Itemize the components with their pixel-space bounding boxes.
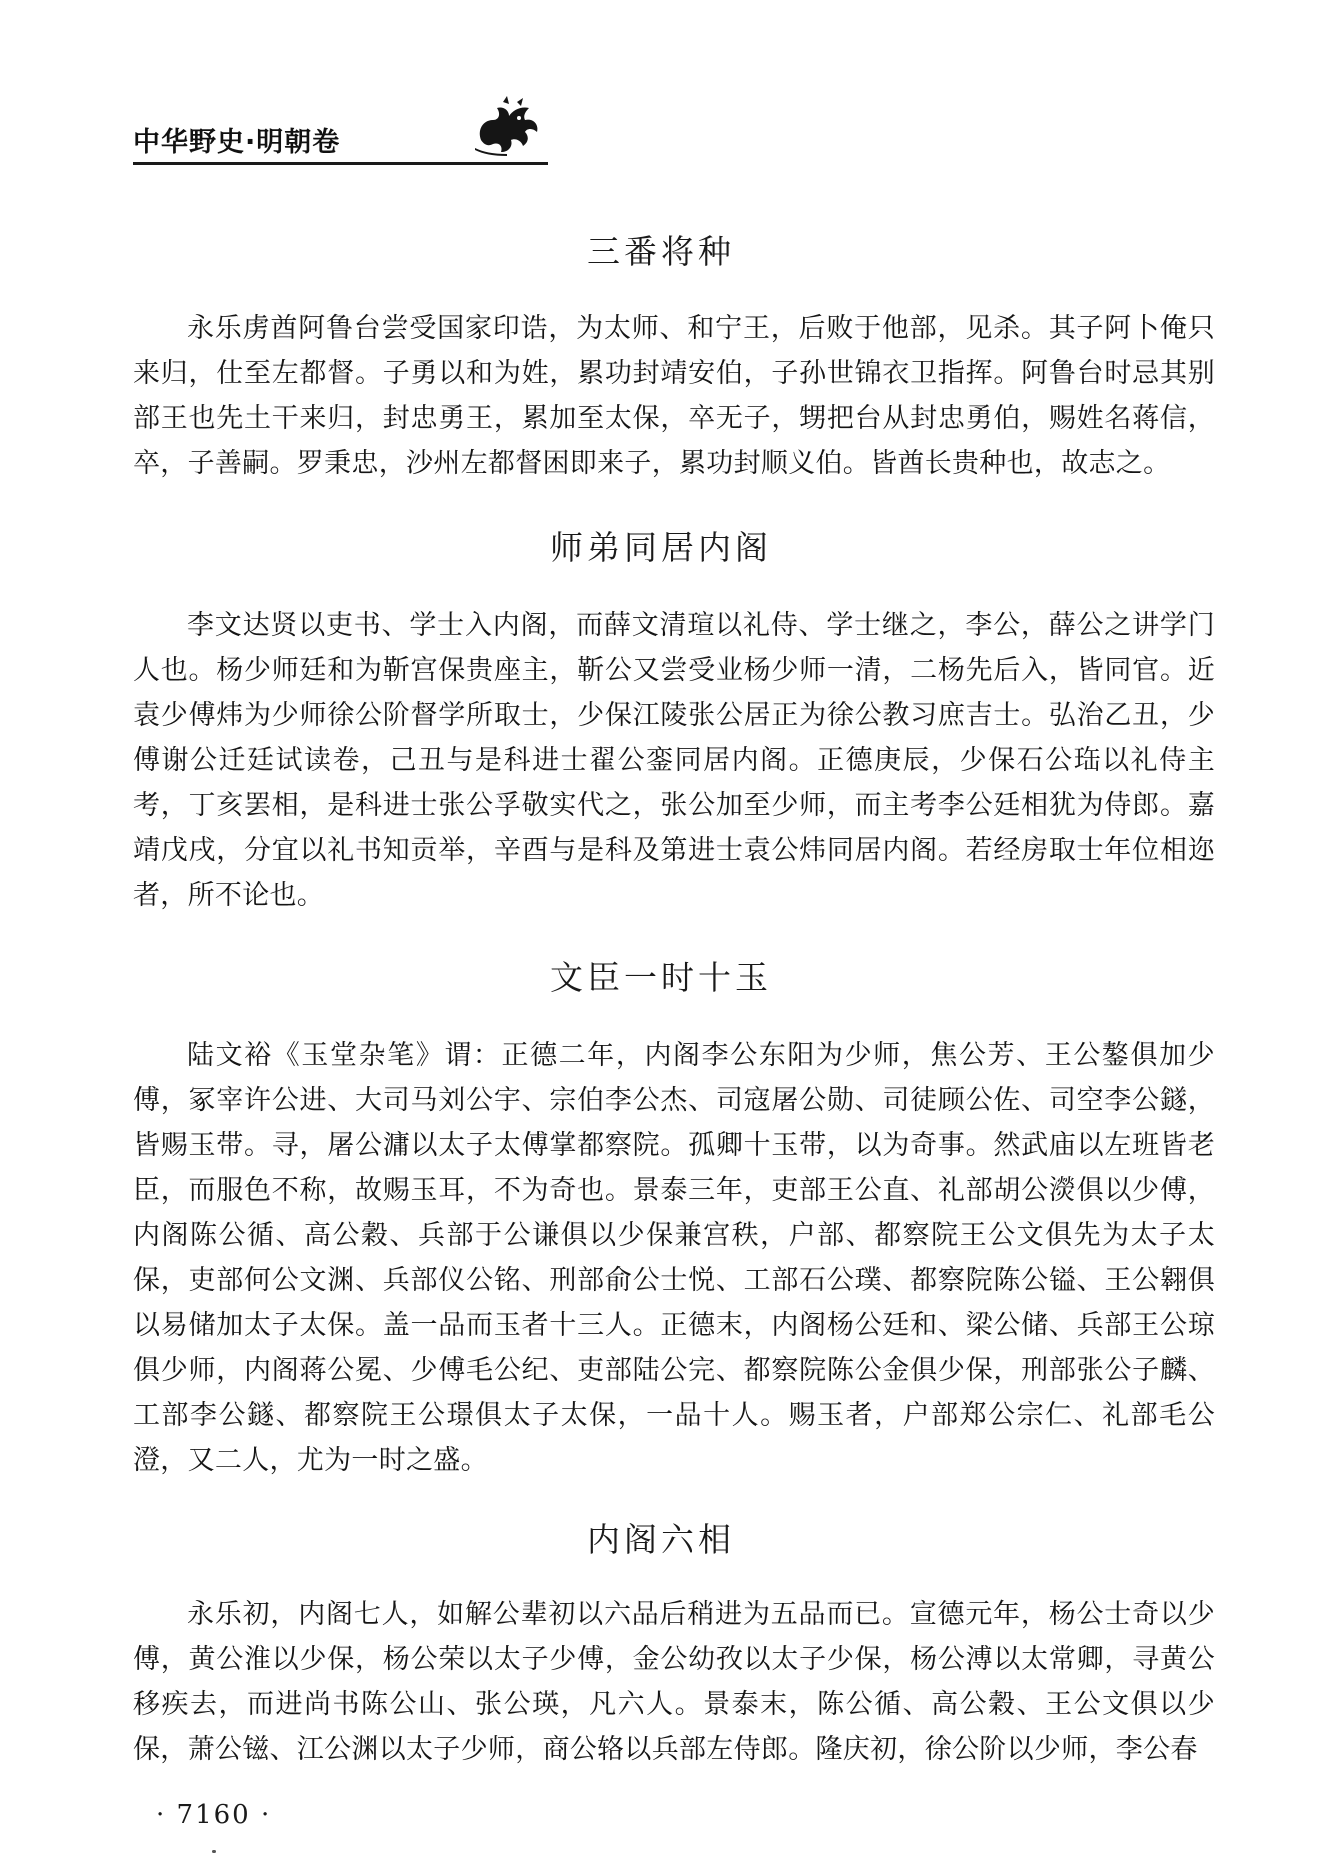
section-body-4: 永乐初，内阁七人，如解公辈初以六品后稍进为五品而已。宣德元年，杨公士奇以少傅，黄公淮以少保，杨公荣以太子少傅，金公幼孜以太子少保，杨公溥以太常卿，寻黄公移疾去，而进尚书陈公山、张公瑛，凡六人。景泰末，陈公循、高公穀、王公文俱以少保，萧公镃、江公渊以太子少师，商公辂以兵部左侍郎。隆庆初，徐公阶以少师，李公春 xyxy=(133,1599,1215,1765)
running-header xyxy=(133,96,548,168)
section-title-1: 三番将种 xyxy=(587,232,735,271)
book-title: 中华野史·明朝卷 xyxy=(133,127,341,158)
page-number: · 7160 · xyxy=(156,1800,272,1830)
scan-speck xyxy=(212,1850,216,1853)
dragon-icon xyxy=(473,96,543,158)
section-body-1: 永乐虏酋阿鲁台尝受国家印诰，为太师、和宁王，后败于他部，见杀。其子阿卜俺只来归，仕至左都督。子勇以和为姓，累功封靖安伯，子孙世锦衣卫指挥。阿鲁台时忌其别部王也先土干来归，封忠勇王，累加至太保，卒无子，甥把台从封忠勇伯，赐姓名蒋信，卒，子善嗣。罗秉忠，沙州左都督困即来子，累功封顺义伯。皆酋长贵种也，故志之。 xyxy=(133,313,1215,479)
section-title-2: 师弟同居内阁 xyxy=(550,528,772,567)
section-body-3: 陆文裕《玉堂杂笔》谓：正德二年，内阁李公东阳为少师，焦公芳、王公鏊俱加少傅，冢宰许公进、大司马刘公宇、宗伯李公杰、司寇屠公勋、司徒顾公佐、司空李公鐩，皆赐玉带。寻，屠公滽以太子太傅掌都察院。孤卿十玉带，以为奇事。然武庙以左班皆老臣，而服色不称，故赐玉耳，不为奇也。景泰三年，吏部王公直、礼部胡公濙俱以少傅，内阁陈公循、高公穀、兵部于公谦俱以少保兼宫秩，户部、都察院王公文俱先为太子太保，吏部何公文渊、兵部仪公铭、刑部俞公士悦、工部石公璞、都察院陈公镒、王公翱俱以易储加太子太保。盖一品而玉者十三人。正德末，内阁杨公廷和、梁公储、兵部王公琼俱少师，内阁蒋公冕、少傅毛公纪、吏部陆公完、都察院陈公金俱少保，刑部张公子麟、工部李公鐩、都察院王公璟俱太子太保，一品十人。赐玉者，户部郑公宗仁、礼部毛公澄，又二人，尤为一时之盛。 xyxy=(133,1040,1215,1476)
section-title-4: 内阁六相 xyxy=(587,1520,735,1559)
section-body-2: 李文达贤以吏书、学士入内阁，而薛文清瑄以礼侍、学士继之，李公，薛公之讲学门人也。杨少师廷和为靳宫保贵座主，靳公又尝受业杨少师一清，二杨先后入，皆同官。近袁少傅炜为少师徐公阶督学所取士，少保江陵张公居正为徐公教习庶吉士。弘治乙丑，少傅谢公迁廷试读卷，己丑与是科进士翟公銮同居内阁。正德庚辰，少保石公珤以礼侍主考，丁亥罢相，是科进士张公孚敬实代之，张公加至少师，而主考李公廷相犹为侍郎。嘉靖戊戌，分宜以礼书知贡举，辛酉与是科及第进士袁公炜同居内阁。若经房取士年位相迩者，所不论也。 xyxy=(133,610,1215,911)
header-rule xyxy=(133,162,548,165)
section-title-3: 文臣一时十玉 xyxy=(550,958,772,997)
